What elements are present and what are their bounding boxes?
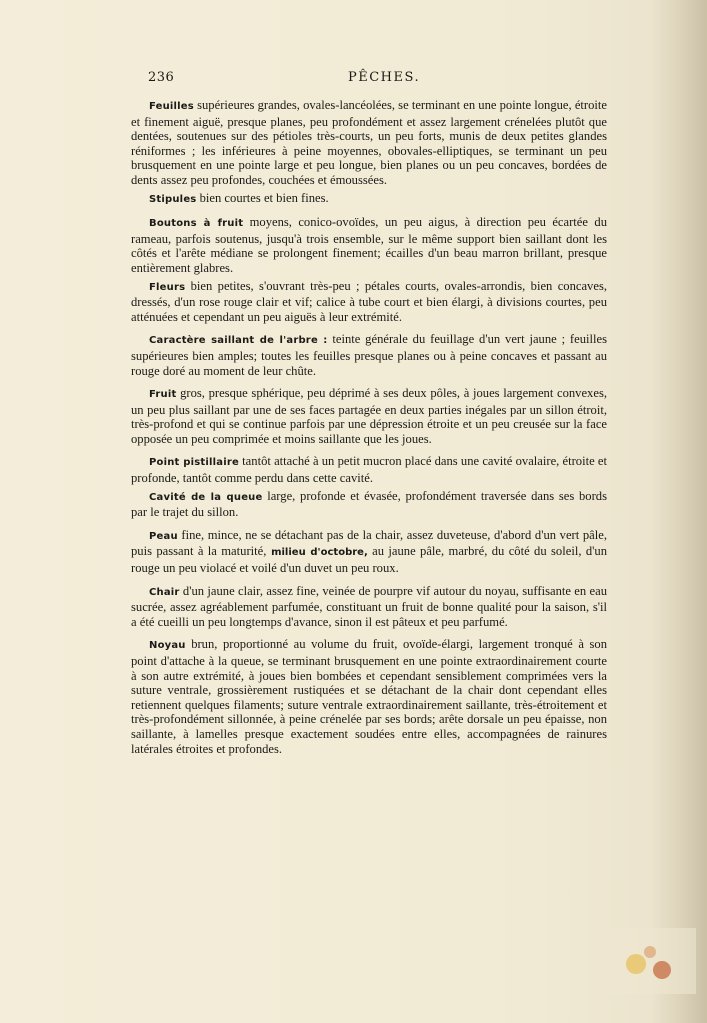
paragraph-text: teinte générale du feuillage d'un vert jaune ; feuilles supérieures bien amples; toutes les feuilles presque planes ou à peine concaves et passant au rouge doré au moment de leur chûte. [131,332,607,378]
paragraph-noyau [131,637,607,756]
paragraph-fleurs [131,279,607,325]
paragraph-text: bien petites, s'ouvrant très-peu ; pétales courts, ovales-arrondis, bien concaves, dressés, d'un rose rouge clair et vif; calice à tube court et bien élargi, à divisions courtes, peu atténuées et cependant un peu aiguës à leur extrémité. [131,278,607,324]
stamp-red-mark [653,961,671,979]
paragraph-peau [131,528,607,576]
paragraph-text: gros, presque sphérique, peu déprimé à ses deux pôles, à joues largement convexes, un peu plus saillant par une de ses faces partagée en deux parties inégales par un sillon étroit, très-profond et qui se continue parfois par une dépression étroite et un peu creusée sur la face opposée un peu comprimée et moins saillante que les joues. [131,386,607,446]
term-label: Point pistillaire [149,457,239,469]
term-label: Boutons à fruit [149,218,244,230]
stamp-yellow-mark [626,954,646,974]
stamp-background [606,928,696,994]
term-label: Fleurs [149,281,186,293]
term-label: Caractère saillant de l'arbre : [149,335,328,347]
paragraph-cavite [131,489,607,520]
running-title: PÊCHES. [348,70,421,85]
page-number: 236 [148,70,175,85]
paragraph-point-pistillaire [131,454,607,485]
harvest-date: milieu d'octobre, [266,547,368,559]
paragraph-feuilles [131,98,607,188]
paragraph-boutons [131,215,607,275]
term-label: Noyau [149,640,186,652]
paragraph-fruit [131,386,607,446]
page-header [148,70,608,90]
paragraph-text: supérieures grandes, ovales-lancéolées, se terminant en une pointe longue, étroite et finement aiguë, presque planes, peu profondément et assez largement crénelées plutôt que dentées, soutenues sur des pétioles très-courts, un peu forts, munis de deux petites glandes réniformes ; les inférieures à peine moyennes, obovales-elliptiques, se terminant un peu brusquement en une pointe large et peu longue, bien planes ou un peu concaves, bordées de dents assez peu profondes, couchées et émoussées. [131,98,607,187]
stamp-orange-mark [644,946,656,958]
term-label: Stipules [149,193,197,205]
paragraph-text: bien courtes et bien fines. [196,190,329,205]
term-label: Fruit [149,389,177,401]
page-body [131,98,607,764]
paragraph-text: tantôt attaché à un petit mucron placé dans une cavité ovalaire, étroite et profonde, tantôt comme perdu dans cette cavité. [131,454,607,486]
library-stamp-icon [606,928,696,994]
term-label: Peau [149,530,178,542]
term-label: Feuilles [149,101,194,112]
paragraph-caractere [131,332,607,378]
paragraph-text: brun, proportionné au volume du fruit, ovoïde-élargi, largement tronqué à son point d'attache à la queue, se terminant brusquement en une pointe extraordinairement courte à son autre extrémité, à joues bien bombées et cependant sensiblement comprimées vers la suture ventrale, grossièrement rustiquées et se détachant de la chair dont cependant elles retiennent quelques filaments; suture ventrale extraordinairement saillante, très-étroitement et très-profondément sillonnée, à peine crénelée par ses bords; arête dorsale un peu épaisse, non saillante, à lamelles presque exactement soudées entre elles, accompagnées de rainures latérales étroites et profondes. [131,637,607,756]
paragraph-stipules [131,191,607,208]
paragraph-chair [131,584,607,630]
term-label: Cavité de la queue [149,491,263,503]
term-label: Chair [149,586,180,598]
paragraph-text: d'un jaune clair, assez fine, veinée de pourpre vif autour du noyau, suffisante en eau sucrée, assez agréablement parfumée, constituant un fruit de bonne qualité pour la saison, s'il a été cueilli un peu longtemps d'avance, sinon il est pâteux et peu parfumé. [131,583,607,629]
paragraph-text-continued: au jaune pâle, marbré, du côté du soleil, d'un rouge un peu violacé et voilé d'un duvet un peu roux. [131,544,608,576]
paragraph-text: moyens, conico-ovoïdes, un peu aigus, à direction peu écartée du rameau, parfois soutenus, jusqu'à trois ensemble, sur le même support bien saillant dont les côtés et l'arête médiane se prolongent finement; écailles d'un beau marron brillant, presque entièrement glabres. [131,215,607,275]
paragraph-text: fine, mince, ne se détachant pas de la chair, assez duveteuse, d'abord d'un vert pâle, puis passant à la maturité, [131,527,607,559]
paragraph-text: large, profonde et évasée, profondément traversée dans ses bords par le trajet du sillon. [131,488,607,520]
